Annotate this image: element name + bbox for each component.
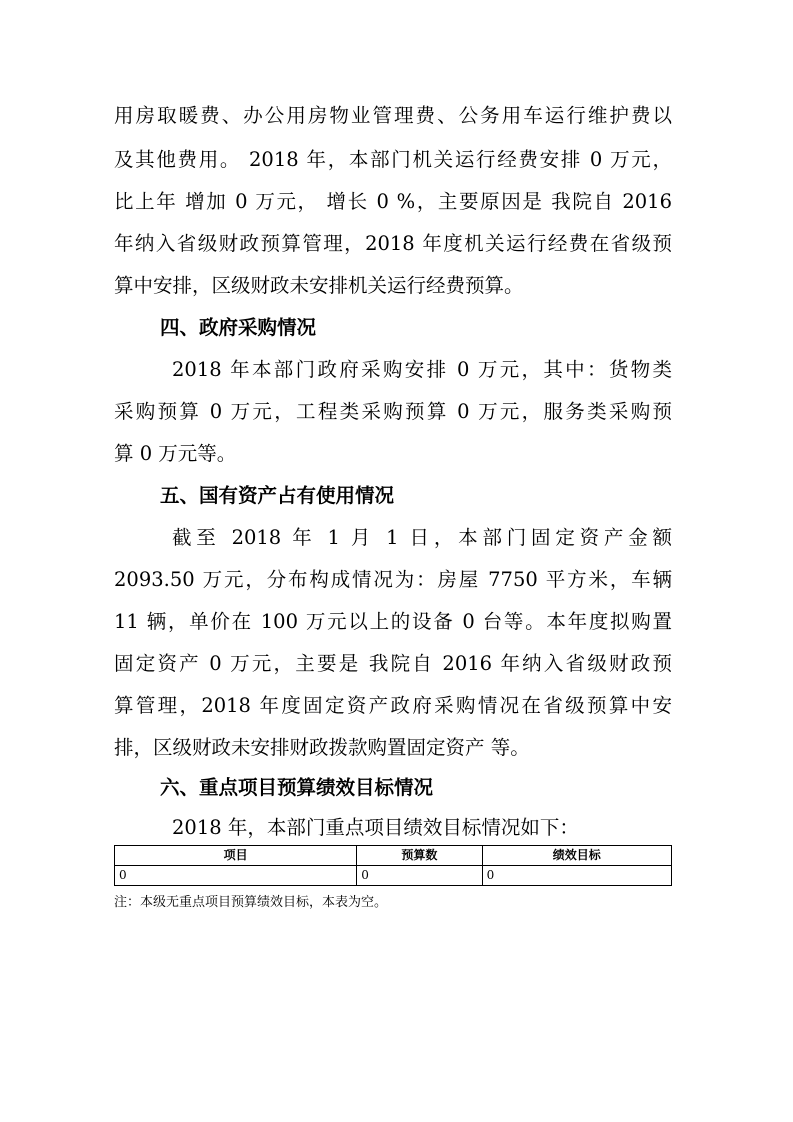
table-cell: 0 <box>357 866 482 886</box>
paragraph-line: 2093.50 万元，分布构成情况为：房屋 7750 平方米，车辆 <box>114 568 672 591</box>
column-header-goal: 绩效目标 <box>482 846 671 866</box>
table-cell: 0 <box>115 866 357 886</box>
paragraph-line: 2018 年本部门政府采购安排 0 万元，其中：货物类 <box>172 358 672 381</box>
paragraph-line: 及其他费用。 2018 年，本部门机关运行经费安排 0 万元， <box>114 148 672 171</box>
performance-goals-table <box>114 845 672 886</box>
paragraph-line: 截至 2018 年 1 月 1 日，本部门固定资产金额 <box>172 526 672 549</box>
paragraph-line: 算中安排，区级财政未安排机关运行经费预算。 <box>114 274 524 297</box>
paragraph-line: 算 0 万元等。 <box>114 442 237 465</box>
paragraph-line: 排，区级财政未安排财政拨款购置固定资产 等。 <box>114 736 530 759</box>
paragraph-line: 用房取暖费、办公用房物业管理费、公务用车运行维护费以 <box>114 104 672 127</box>
column-header-project: 项目 <box>115 846 357 866</box>
paragraph-line: 2018 年，本部门重点项目绩效目标情况如下： <box>172 816 579 839</box>
table-header-row <box>115 846 672 866</box>
table-row <box>115 866 672 886</box>
section-heading-assets: 五、国有资产占有使用情况 <box>160 484 395 507</box>
paragraph-line: 采购预算 0 万元，工程类采购预算 0 万元，服务类采购预 <box>114 400 672 423</box>
table-cell: 0 <box>482 866 671 886</box>
paragraph-line: 比上年 增加 0 万元， 增长 0 %，主要原因是 我院自 2016 <box>114 190 672 213</box>
section-heading-procurement: 四、政府采购情况 <box>160 316 317 339</box>
paragraph-line: 固定资产 0 万元，主要是 我院自 2016 年纳入省级财政预 <box>114 652 672 675</box>
paragraph-line: 算管理，2018 年度固定资产政府采购情况在省级预算中安 <box>114 694 672 717</box>
column-header-budget: 预算数 <box>357 846 482 866</box>
paragraph-line: 11 辆，单价在 100 万元以上的设备 0 台等。本年度拟购置 <box>114 610 672 633</box>
paragraph-line: 年纳入省级财政预算管理，2018 年度机关运行经费在省级预 <box>114 232 672 255</box>
table-note: 注：本级无重点项目预算绩效目标，本表为空。 <box>114 895 388 910</box>
section-heading-performance: 六、重点项目预算绩效目标情况 <box>160 776 434 799</box>
